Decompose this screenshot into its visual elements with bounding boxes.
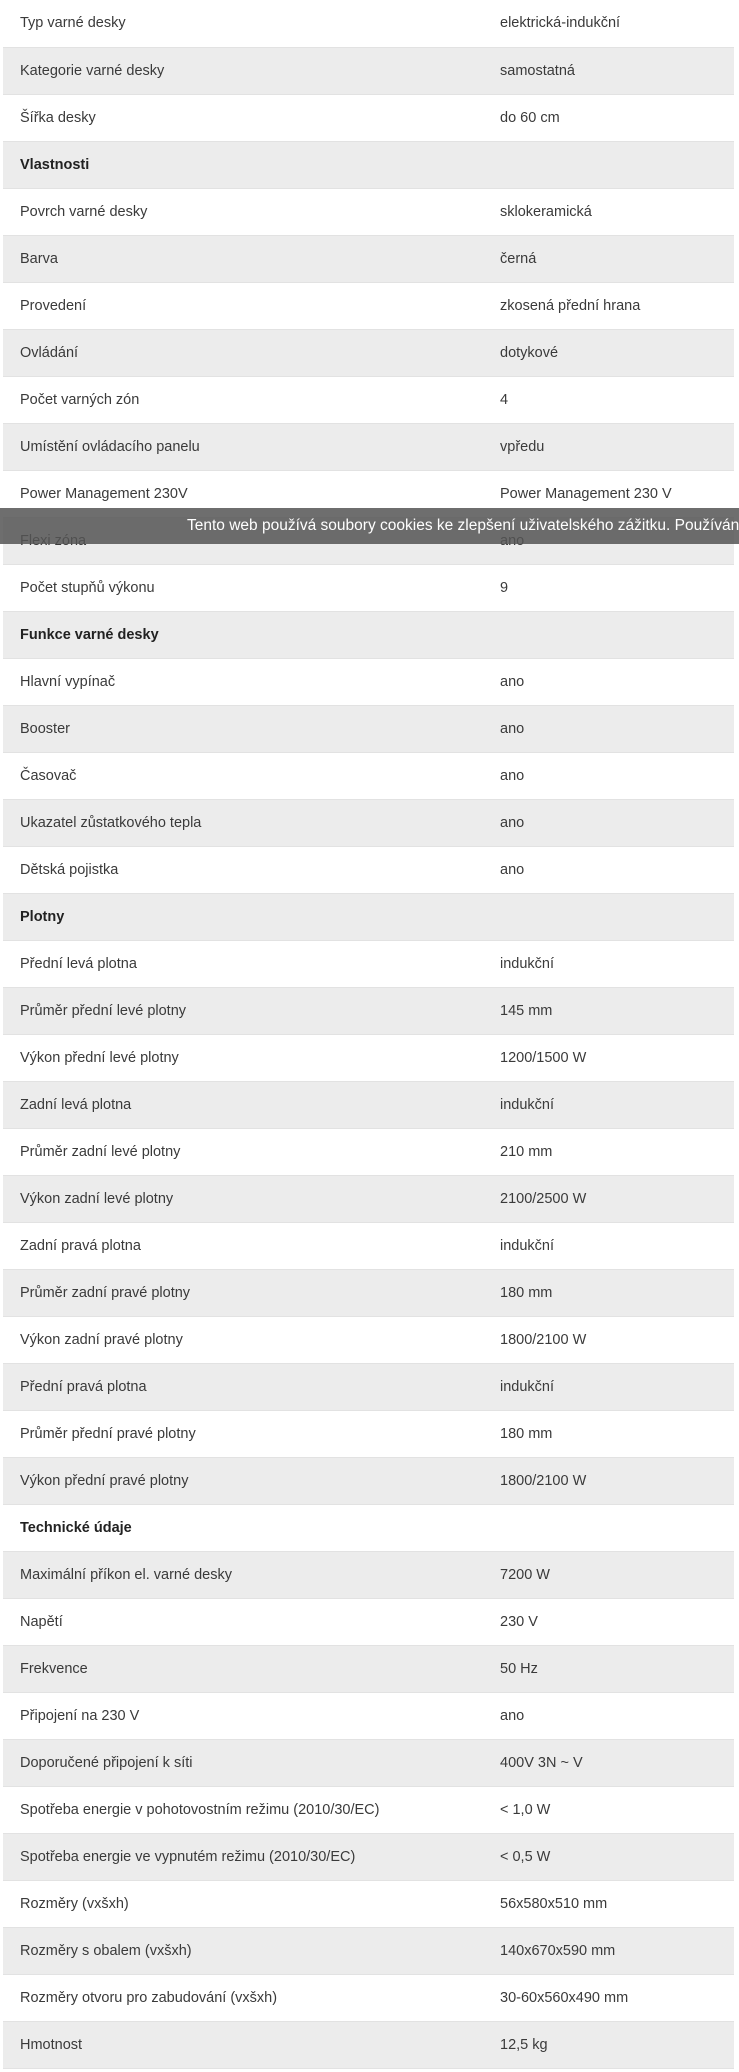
spec-value: 140x670x590 mm	[483, 1927, 734, 1974]
spec-label: Hmotnost	[3, 2021, 483, 2068]
spec-label: Rozměry s obalem (vxšxh)	[3, 1927, 483, 1974]
spec-value: elektrická-indukční	[483, 0, 734, 47]
spec-row	[3, 1175, 734, 1222]
spec-value: černá	[483, 235, 734, 282]
spec-value: samostatná	[483, 47, 734, 94]
spec-value: indukční	[483, 940, 734, 987]
spec-value: < 0,5 W	[483, 1833, 734, 1880]
spec-value: zkosená přední hrana	[483, 282, 734, 329]
spec-value: Power Management 230 V	[483, 470, 734, 517]
spec-row	[3, 1880, 734, 1927]
spec-value: 400V 3N ~ V	[483, 1739, 734, 1786]
spec-row	[3, 1363, 734, 1410]
spec-label: Spotřeba energie ve vypnutém režimu (2010/30/EC)	[3, 1833, 483, 1880]
spec-value	[483, 611, 734, 658]
spec-value: 1800/2100 W	[483, 1457, 734, 1504]
spec-value: vpředu	[483, 423, 734, 470]
section-title: Technické údaje	[3, 1504, 483, 1551]
spec-value: indukční	[483, 1363, 734, 1410]
spec-label: Booster	[3, 705, 483, 752]
spec-value	[483, 141, 734, 188]
spec-label: Umístění ovládacího panelu	[3, 423, 483, 470]
spec-row	[3, 1739, 734, 1786]
spec-value: do 60 cm	[483, 94, 734, 141]
spec-value: 145 mm	[483, 987, 734, 1034]
spec-row	[3, 94, 734, 141]
spec-row	[3, 1927, 734, 1974]
spec-label: Výkon zadní levé plotny	[3, 1175, 483, 1222]
spec-label: Počet stupňů výkonu	[3, 564, 483, 611]
spec-value: 180 mm	[483, 1269, 734, 1316]
spec-row	[3, 940, 734, 987]
spec-row	[3, 2021, 734, 2068]
section-header-row	[3, 611, 734, 658]
spec-value	[483, 893, 734, 940]
spec-label: Povrch varné desky	[3, 188, 483, 235]
spec-label: Časovač	[3, 752, 483, 799]
section-title: Funkce varné desky	[3, 611, 483, 658]
spec-row	[3, 1645, 734, 1692]
spec-row	[3, 188, 734, 235]
spec-value: indukční	[483, 1222, 734, 1269]
spec-row	[3, 846, 734, 893]
spec-label: Power Management 230V	[3, 470, 483, 517]
spec-row	[3, 423, 734, 470]
spec-label: Typ varné desky	[3, 0, 483, 47]
spec-label: Hlavní vypínač	[3, 658, 483, 705]
spec-label: Přední pravá plotna	[3, 1363, 483, 1410]
spec-value: 210 mm	[483, 1128, 734, 1175]
spec-value: < 1,0 W	[483, 1786, 734, 1833]
spec-row	[3, 1786, 734, 1833]
spec-label: Přední levá plotna	[3, 940, 483, 987]
spec-value	[483, 1504, 734, 1551]
spec-value: indukční	[483, 1081, 734, 1128]
spec-row	[3, 1974, 734, 2021]
spec-row	[3, 1316, 734, 1363]
spec-value: ano	[483, 752, 734, 799]
spec-value: 1800/2100 W	[483, 1316, 734, 1363]
spec-table	[3, 0, 734, 2069]
spec-row	[3, 1551, 734, 1598]
spec-row	[3, 1269, 734, 1316]
spec-value: 4	[483, 376, 734, 423]
spec-label: Dětská pojistka	[3, 846, 483, 893]
spec-label: Zadní pravá plotna	[3, 1222, 483, 1269]
spec-value: 56x580x510 mm	[483, 1880, 734, 1927]
spec-value: dotykové	[483, 329, 734, 376]
spec-value: 50 Hz	[483, 1645, 734, 1692]
spec-value: 180 mm	[483, 1410, 734, 1457]
spec-label: Zadní levá plotna	[3, 1081, 483, 1128]
section-header-row	[3, 893, 734, 940]
spec-label: Kategorie varné desky	[3, 47, 483, 94]
spec-row	[3, 376, 734, 423]
spec-label: Ovládání	[3, 329, 483, 376]
cookie-bar	[0, 508, 739, 544]
spec-row	[3, 1128, 734, 1175]
spec-value: ano	[483, 1692, 734, 1739]
spec-label: Průměr přední pravé plotny	[3, 1410, 483, 1457]
spec-value: ano	[483, 705, 734, 752]
spec-row	[3, 235, 734, 282]
spec-row	[3, 0, 734, 47]
spec-value: ano	[483, 799, 734, 846]
spec-row	[3, 658, 734, 705]
spec-value: 2100/2500 W	[483, 1175, 734, 1222]
spec-row	[3, 564, 734, 611]
spec-label: Doporučené připojení k síti	[3, 1739, 483, 1786]
section-header-row	[3, 1504, 734, 1551]
spec-label: Připojení na 230 V	[3, 1692, 483, 1739]
spec-label: Výkon zadní pravé plotny	[3, 1316, 483, 1363]
spec-value: 230 V	[483, 1598, 734, 1645]
spec-value: 7200 W	[483, 1551, 734, 1598]
spec-value: 12,5 kg	[483, 2021, 734, 2068]
spec-value: 9	[483, 564, 734, 611]
spec-row	[3, 1457, 734, 1504]
spec-label: Provedení	[3, 282, 483, 329]
spec-row	[3, 47, 734, 94]
spec-row	[3, 705, 734, 752]
spec-value: 30-60x560x490 mm	[483, 1974, 734, 2021]
spec-label: Výkon přední levé plotny	[3, 1034, 483, 1081]
spec-label: Napětí	[3, 1598, 483, 1645]
spec-label: Šířka desky	[3, 94, 483, 141]
spec-value: ano	[483, 658, 734, 705]
spec-label: Počet varných zón	[3, 376, 483, 423]
spec-label: Barva	[3, 235, 483, 282]
spec-row	[3, 1222, 734, 1269]
spec-label: Spotřeba energie v pohotovostním režimu (2010/30/EC)	[3, 1786, 483, 1833]
spec-row	[3, 799, 734, 846]
spec-value: sklokeramická	[483, 188, 734, 235]
spec-label: Ukazatel zůstatkového tepla	[3, 799, 483, 846]
spec-value: ano	[483, 846, 734, 893]
spec-row	[3, 1598, 734, 1645]
spec-row	[3, 987, 734, 1034]
spec-row	[3, 752, 734, 799]
spec-table-body	[3, 0, 734, 2068]
section-title: Plotny	[3, 893, 483, 940]
spec-label: Průměr zadní pravé plotny	[3, 1269, 483, 1316]
section-title: Vlastnosti	[3, 141, 483, 188]
spec-row	[3, 1410, 734, 1457]
spec-row	[3, 1692, 734, 1739]
spec-label: Frekvence	[3, 1645, 483, 1692]
spec-label: Průměr zadní levé plotny	[3, 1128, 483, 1175]
spec-row	[3, 1081, 734, 1128]
spec-row	[3, 1034, 734, 1081]
spec-label: Výkon přední pravé plotny	[3, 1457, 483, 1504]
cookie-bar-text: Tento web používá soubory cookies ke zlepšení uživatelského zážitku. Používán	[187, 517, 739, 534]
spec-label: Průměr přední levé plotny	[3, 987, 483, 1034]
spec-label: Maximální příkon el. varné desky	[3, 1551, 483, 1598]
section-header-row	[3, 141, 734, 188]
spec-row	[3, 329, 734, 376]
spec-label: Rozměry otvoru pro zabudování (vxšxh)	[3, 1974, 483, 2021]
spec-label: Rozměry (vxšxh)	[3, 1880, 483, 1927]
spec-value: 1200/1500 W	[483, 1034, 734, 1081]
spec-row	[3, 1833, 734, 1880]
spec-row	[3, 282, 734, 329]
